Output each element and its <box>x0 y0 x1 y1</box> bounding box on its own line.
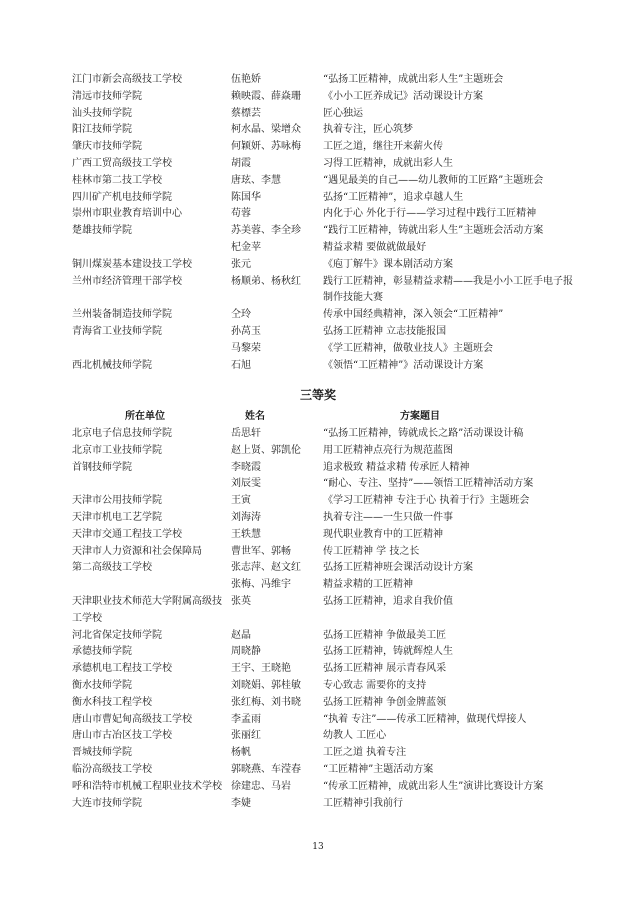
plan-title: 弘扬工匠精神 立志技能报国 <box>323 325 447 337</box>
author-names: 张志萍、赵文红 <box>231 562 301 574</box>
plan-title: 《领悟“工匠精神”》活动课设计方案 <box>323 359 484 371</box>
plan-title: “弘扬工匠精神，成就出彩人生”主题班会 <box>323 74 504 85</box>
plan-title: 《学工匠精神，做敬业技人》主题班会 <box>323 342 493 354</box>
unit-name: 天津职业技术师范大学附属高级技工学校 <box>72 595 222 624</box>
unit-name: 天津市公用技师学院 <box>72 495 162 507</box>
author-names: 孙莴玉 <box>231 325 261 337</box>
table-header <box>0 408 636 425</box>
unit-name: 衡水科技工程学校 <box>72 696 152 708</box>
second-prize-list <box>0 72 636 374</box>
unit-name: 天津市交通工程技工学校 <box>72 528 182 540</box>
plan-title: “工匠精神”主题活动方案 <box>323 763 434 775</box>
list-item <box>0 307 636 324</box>
unit-name: 天津市人力资源和社会保障局 <box>72 545 202 557</box>
author-names: 赵上贤、郭凯伦 <box>231 444 301 456</box>
author-names: 刘海涛 <box>231 511 261 523</box>
author-names: 苟蓉 <box>231 208 251 220</box>
unit-name: 西北机械技师学院 <box>72 359 152 371</box>
author-names: 张梅、冯维宇 <box>231 579 291 591</box>
plan-title: 《学习工匠精神 专注于心 执着于行》主题班会 <box>323 495 530 507</box>
plan-title: 执着专注——一生只做一件事 <box>323 511 453 523</box>
author-names: 赵晶 <box>231 629 251 641</box>
list-item <box>0 324 636 341</box>
list-item <box>0 712 636 729</box>
list-item <box>0 762 636 779</box>
plan-title: 《庖丁解牛》课本剧活动方案 <box>323 258 453 270</box>
list-item <box>0 274 636 308</box>
list-item <box>0 779 636 796</box>
unit-name: 崇州市职业教育培训中心 <box>72 208 182 220</box>
author-names: 苏美蓉、李全珍 <box>231 225 301 237</box>
author-names: 刘晓娟、郭桂敏 <box>231 679 301 691</box>
plan-title: “践行工匠精神，铸就出彩人生”主题班会活动方案 <box>323 225 544 237</box>
list-item <box>0 358 636 375</box>
list-item <box>0 476 636 493</box>
author-names: 徐建忠、马岩 <box>231 780 291 792</box>
unit-name: 江门市新会高级技工学校 <box>72 74 182 85</box>
author-names: 张元 <box>231 258 251 270</box>
plan-title: 内化于心 外化于行——学习过程中践行工匠精神 <box>323 208 537 220</box>
list-item <box>0 426 636 443</box>
column-header-title: 方案题目 <box>400 411 440 422</box>
unit-name: 北京电子信息技师学院 <box>72 428 172 439</box>
plan-title: 弘扬工匠精神班会课活动设计方案 <box>323 562 473 574</box>
author-names: 杞金苹 <box>231 241 261 253</box>
plan-title: “传承工匠精神，成就出彩人生”演讲比赛设计方案 <box>323 780 544 792</box>
author-names: 仝玲 <box>231 309 251 321</box>
plan-title: 幼教人 工匠心 <box>323 730 387 742</box>
unit-name: 铜川煤炭基本建设技工学校 <box>72 258 192 270</box>
unit-name: 四川矿产机电技师学院 <box>72 191 172 203</box>
unit-name: 兰州市经济管理干部学校 <box>72 275 182 287</box>
unit-name: 北京市工业技师学院 <box>72 444 162 456</box>
plan-title: 用工匠精神点亮行为规范蓝图 <box>323 444 453 456</box>
author-names: 李晓霞 <box>231 461 261 473</box>
author-names: 唐玹、李慧 <box>231 174 281 186</box>
plan-title: 弘扬“工匠精神”，追求卓越人生 <box>323 191 464 203</box>
list-item <box>0 122 636 139</box>
author-names: 杨顺弟、杨秋红 <box>231 275 301 287</box>
author-names: 何颖妍、苏咏梅 <box>231 141 301 153</box>
unit-name: 唐山市曹妃甸高级技工学校 <box>72 713 192 725</box>
plan-title: 习得工匠精神，成就出彩人生 <box>323 157 453 169</box>
author-names: 胡霞 <box>231 157 251 169</box>
list-item <box>0 644 636 661</box>
third-prize-list <box>0 426 636 812</box>
plan-title: “遇见最美的自己——幼儿教师的工匠路”主题班会 <box>323 174 544 186</box>
unit-name: 临汾高级技工学校 <box>72 763 152 775</box>
list-item <box>0 695 636 712</box>
unit-name: 阳江技师学院 <box>72 124 132 136</box>
list-item <box>0 240 636 257</box>
author-names: 石旭 <box>231 359 251 371</box>
plan-title: 弘扬工匠精神，铸就辉煌人生 <box>323 646 453 658</box>
author-names: 王寅 <box>231 495 251 507</box>
plan-title: “耐心、专注、坚持”——领悟工匠精神活动方案 <box>323 478 534 490</box>
author-names: 郭晓燕、车滢春 <box>231 763 301 775</box>
author-names: 蔡標芸 <box>231 107 261 119</box>
plan-title: “执着 专注”——传承工匠精神，做现代焊接人 <box>323 713 527 725</box>
unit-name: 清远市技师学院 <box>72 90 142 102</box>
plan-title: 匠心独运 <box>323 107 363 119</box>
author-names: 刘辰雯 <box>231 478 261 490</box>
list-item <box>0 510 636 527</box>
author-names: 李婕 <box>231 797 251 809</box>
page-number: 13 <box>312 842 324 852</box>
list-item <box>0 443 636 460</box>
unit-name: 呼和浩特市机械工程职业技术学校 <box>72 780 222 792</box>
author-names: 杨帆 <box>231 747 251 759</box>
author-names: 陈国华 <box>231 191 261 203</box>
author-names: 马黎荣 <box>231 342 261 354</box>
plan-title: 专心致志 需要你的支持 <box>323 679 427 691</box>
list-item <box>0 796 636 813</box>
unit-name: 青海省工业技师学院 <box>72 325 162 337</box>
author-names: 李孟雨 <box>231 713 261 725</box>
list-item <box>0 106 636 123</box>
author-names: 张丽红 <box>231 730 261 742</box>
list-item <box>0 493 636 510</box>
list-item <box>0 544 636 561</box>
unit-name: 桂林市第二技工学校 <box>72 174 162 186</box>
author-names: 伍艳娇 <box>231 74 261 85</box>
list-item <box>0 257 636 274</box>
column-header-names: 姓名 <box>245 411 265 422</box>
author-names: 曹世军、郭畅 <box>231 545 291 557</box>
column-header-unit: 所在单位 <box>125 411 165 422</box>
unit-name: 晋城技师学院 <box>72 747 132 759</box>
unit-name: 第二高级技工学校 <box>72 562 152 574</box>
list-item <box>0 560 636 577</box>
list-item <box>0 173 636 190</box>
list-item <box>0 156 636 173</box>
unit-name: 楚雄技师学院 <box>72 225 132 237</box>
list-item <box>0 745 636 762</box>
list-item <box>0 594 636 628</box>
list-item <box>0 341 636 358</box>
author-names: 王轶慧 <box>231 528 261 540</box>
plan-title: 弘扬工匠精神 争创金牌蓝领 <box>323 696 447 708</box>
list-item <box>0 190 636 207</box>
author-names: 王宇、王晓艳 <box>231 663 291 675</box>
plan-title: 传工匠精神 学 技之长 <box>323 545 420 557</box>
plan-title: 践行工匠精神，彰显精益求精——我是小小工匠手电子报制作技能大赛 <box>323 275 573 304</box>
unit-name: 天津市机电工艺学院 <box>72 511 162 523</box>
list-item <box>0 678 636 695</box>
unit-name: 承德技师学院 <box>72 646 132 658</box>
plan-title: 传承中国经典精神，深入领会“工匠精神” <box>323 309 504 321</box>
unit-name: 首钢技师学院 <box>72 461 132 473</box>
author-names: 张红梅、刘书晓 <box>231 696 301 708</box>
plan-title: 弘扬工匠精神 展示青春风采 <box>323 663 447 675</box>
unit-name: 大连市技师学院 <box>72 797 142 809</box>
list-item <box>0 139 636 156</box>
unit-name: 广西工贸高级技工学校 <box>72 157 172 169</box>
plan-title: 现代职业教育中的工匠精神 <box>323 528 443 540</box>
plan-title: 执着专注，匠心筑梦 <box>323 124 413 136</box>
list-item <box>0 527 636 544</box>
author-names: 周晓静 <box>231 646 261 658</box>
plan-title: 《小小工匠养成记》活动课设计方案 <box>323 90 483 102</box>
unit-name: 河北省保定技师学院 <box>72 629 162 641</box>
list-item <box>0 661 636 678</box>
unit-name: 肇庆市技师学院 <box>72 141 142 153</box>
author-names: 赖映霞、薛焱珊 <box>231 90 301 102</box>
list-item <box>0 72 636 89</box>
plan-title: “弘扬工匠精神，铸就成长之路”活动课设计稿 <box>323 428 524 439</box>
plan-title: 工匠之道 执着专注 <box>323 747 407 759</box>
author-names: 张英 <box>231 595 251 607</box>
list-item <box>0 206 636 223</box>
author-names: 岳思轩 <box>231 428 261 439</box>
plan-title: 工匠精神引我前行 <box>323 797 403 809</box>
section-heading: 三等奖 <box>299 388 336 402</box>
list-item <box>0 223 636 240</box>
unit-name: 衡水技师学院 <box>72 679 132 691</box>
plan-title: 弘扬工匠精神，追求自我价值 <box>323 595 453 607</box>
plan-title: 精益求精的工匠精神 <box>323 579 413 591</box>
plan-title: 追求极致 精益求精 传承匠人精神 <box>323 461 470 473</box>
list-item <box>0 89 636 106</box>
plan-title: 工匠之道，继往开来薪火传 <box>323 141 443 153</box>
unit-name: 汕头技师学院 <box>72 107 132 119</box>
plan-title: 精益求精 要做就做最好 <box>323 241 427 253</box>
unit-name: 兰州装备制造技师学院 <box>72 309 172 321</box>
list-item <box>0 460 636 477</box>
list-item <box>0 628 636 645</box>
list-item <box>0 728 636 745</box>
unit-name: 承德机电工程技工学校 <box>72 663 172 675</box>
list-item <box>0 577 636 594</box>
author-names: 柯水晶、梁增众 <box>231 124 301 136</box>
plan-title: 弘扬工匠精神 争做最美工匠 <box>323 629 447 641</box>
unit-name: 唐山市古冶区技工学校 <box>72 730 172 742</box>
